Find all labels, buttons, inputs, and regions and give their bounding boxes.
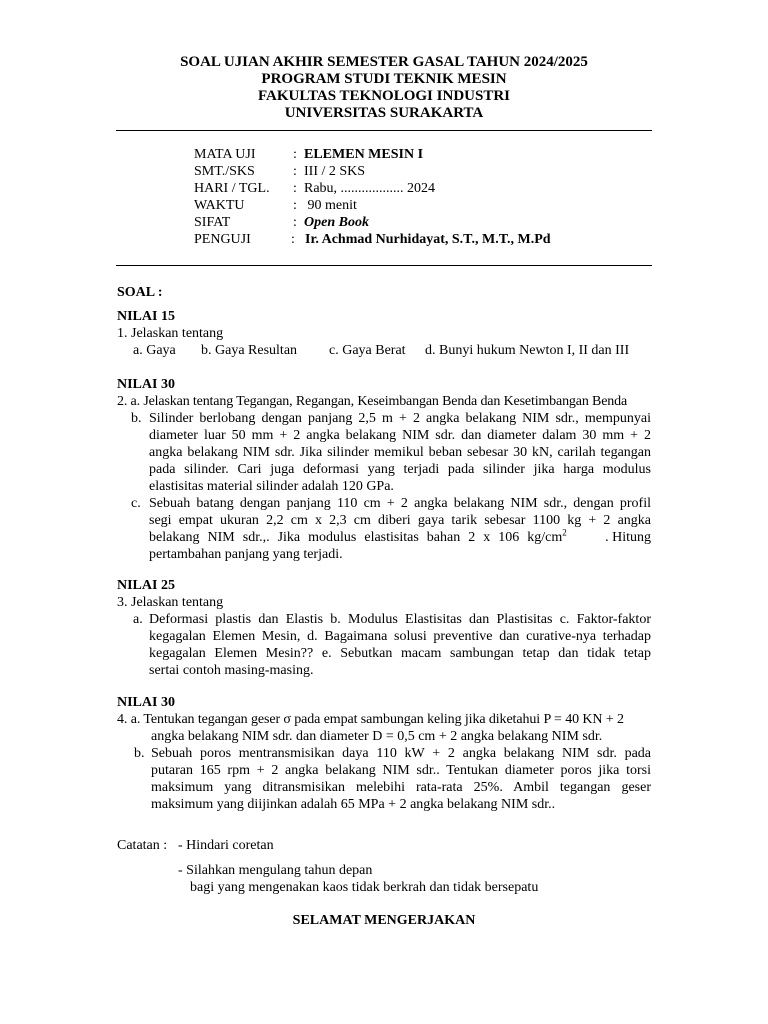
q2-part-a: 2. a. Jelaskan tentang Tegangan, Regangan, Keseimbangan Benda dan Kesetimbangan Benda <box>117 394 628 409</box>
notes-item-2: - Silahkan mengulang tahun depan <box>178 863 373 878</box>
info-colon: : <box>293 215 297 230</box>
q3-intro: 3. Jelaskan tentang <box>117 595 224 610</box>
q1-option-c: c. Gaya Berat <box>329 343 406 358</box>
header-line-1: SOAL UJIAN AKHIR SEMESTER GASAL TAHUN 2024/2025 <box>180 54 588 70</box>
q2-c-line: pertambahan panjang yang terjadi. <box>149 547 343 562</box>
info-label: MATA UJI <box>194 147 256 162</box>
q2-part-c <box>117 495 651 563</box>
info-colon: : <box>293 164 297 179</box>
q4-part-a-cont: angka belakang NIM sdr. dan diameter D = 0,5 cm + 2 angka belakang NIM sdr. <box>151 729 603 744</box>
q4-part-b <box>117 745 651 813</box>
q3-a-line: Deformasi plastis dan Elastis b. Modulus Elastisitas dan Plastisitas c. Faktor-faktor <box>149 612 651 627</box>
q2-c-text <box>149 495 651 563</box>
header-divider <box>116 130 652 131</box>
q2-score: NILAI 30 <box>117 377 175 392</box>
question-3 <box>117 577 651 679</box>
q1-option-d: d. Bunyi hukum Newton I, II dan III <box>425 343 630 358</box>
info-value: ELEMEN MESIN I <box>304 147 424 162</box>
notes-item-1: - Hindari coretan <box>178 838 274 853</box>
q2-c-line: segi empat ukuran 2,2 cm x 2,3 cm diberi gaya tarik sebesar 1100 kg + 2 angka <box>149 513 651 528</box>
q2-c-line-end: . Hitung <box>605 530 651 545</box>
q4-b-text <box>151 745 651 813</box>
q1-score: NILAI 15 <box>117 309 175 324</box>
q2-b-text <box>149 410 651 495</box>
soal-label: SOAL : <box>117 285 163 300</box>
notes-label: Catatan : <box>117 838 168 853</box>
q2-c-label: c. <box>131 496 141 511</box>
q3-score: NILAI 25 <box>117 578 175 593</box>
info-colon: : <box>291 232 295 247</box>
info-label: WAKTU <box>194 198 245 213</box>
info-label: SIFAT <box>194 215 231 230</box>
info-label: PENGUJI <box>194 232 251 247</box>
q1-option-b: b. Gaya Resultan <box>201 343 298 358</box>
q1-option-a: a. Gaya <box>133 343 176 358</box>
q2-c-line <box>149 529 651 546</box>
info-value: Ir. Achmad Nurhidayat, S.T., M.T., M.Pd <box>305 232 551 247</box>
info-divider <box>116 265 652 266</box>
notes <box>117 837 651 896</box>
info-value: III / 2 SKS <box>304 164 366 179</box>
q1-options <box>117 342 651 359</box>
q2-b-line: diameter luar 50 mm + 2 angka belakang NIM sdr. dan diameter dalam 30 mm + 2 <box>149 428 651 443</box>
q4-b-line: maksimum yang diijinkan adalah 65 MPa + 2 angka belakang NIM sdr.. <box>151 797 556 812</box>
info-value: Rabu, .................. 2024 <box>304 181 436 196</box>
q4-score: NILAI 30 <box>117 695 175 710</box>
q2-c-superscript: 2 <box>562 527 567 538</box>
info-value: 90 menit <box>304 198 357 213</box>
q3-a-label: a. <box>133 612 143 627</box>
question-1 <box>117 308 651 359</box>
q2-b-line: pada silinder. Cari juga deformasi yang terjadi pada silinder jika harga modulus <box>149 462 651 477</box>
q2-b-line: angka belakang NIM sdr. Jika silinder memikul beban sebesar 30 kN, carilah tegangan <box>149 445 651 460</box>
q3-a-line: kegagalan Elemen Mesin?? e. Sebutkan macam sambungan tetap dan tidak tetap <box>149 646 651 661</box>
q1-intro: 1. Jelaskan tentang <box>117 326 224 341</box>
q3-part-a <box>117 611 651 679</box>
header-line-3: FAKULTAS TEKNOLOGI INDUSTRI <box>257 88 510 104</box>
info-value: Open Book <box>304 215 369 230</box>
exam-header <box>0 54 768 122</box>
q3-a-line: kegagalan Elemen Mesin, d. Bagaimana solusi preventive dan curative-nya terhadap <box>149 629 651 644</box>
q3-a-line: sertai contoh masing-masing. <box>149 663 314 678</box>
q4-b-line: putaran 165 rpm + 2 angka belakang NIM sdr.. Tentukan diameter poros jika torsi <box>151 763 651 778</box>
q2-b-label: b. <box>131 411 142 426</box>
info-label: HARI / TGL. <box>194 181 270 196</box>
q2-b-line: elastisitas material silinder adalah 120 GPa. <box>149 479 394 494</box>
q2-b-line: Silinder berlobang dengan panjang 2,5 m + 2 angka belakang NIM sdr., mempunyai <box>149 411 651 426</box>
info-colon: : <box>293 147 297 162</box>
notes-row-1 <box>117 837 651 854</box>
info-colon: : <box>293 181 297 196</box>
closing-text: SELAMAT MENGERJAKAN <box>292 913 476 928</box>
header-line-2: PROGRAM STUDI TEKNIK MESIN <box>261 71 507 87</box>
question-4 <box>117 694 651 813</box>
q3-a-text <box>149 611 651 679</box>
notes-row-3 <box>117 879 651 896</box>
q2-part-b <box>117 410 651 495</box>
q4-b-line: maksimum yang ditransmisikan melebihi rata-rata 25%. Ambil tegangan geser <box>151 780 651 795</box>
notes-item-2-cont: bagi yang mengenakan kaos tidak berkrah dan tidak bersepatu <box>190 880 539 895</box>
question-2 <box>117 376 651 563</box>
q4-b-label: b. <box>134 746 145 761</box>
notes-row-2 <box>117 862 651 879</box>
header-line-4: UNIVERSITAS SURAKARTA <box>284 105 484 121</box>
q4-b-line: Sebuah poros mentransmisikan daya 110 kW + 2 angka belakang NIM sdr. pada <box>151 746 651 761</box>
q4-part-a: 4. a. Tentukan tegangan geser σ pada empat sambungan keling jika diketahui P = 40 KN + 2 <box>117 712 624 727</box>
q2-c-line-text: belakang NIM sdr.,. Jika modulus elastisitas bahan 2 x 106 kg/cm <box>149 530 563 545</box>
info-label: SMT./SKS <box>194 164 255 179</box>
info-colon: : <box>293 198 297 213</box>
q2-c-line: Sebuah batang dengan panjang 110 cm + 2 angka belakang NIM sdr., dengan profil <box>149 496 651 511</box>
